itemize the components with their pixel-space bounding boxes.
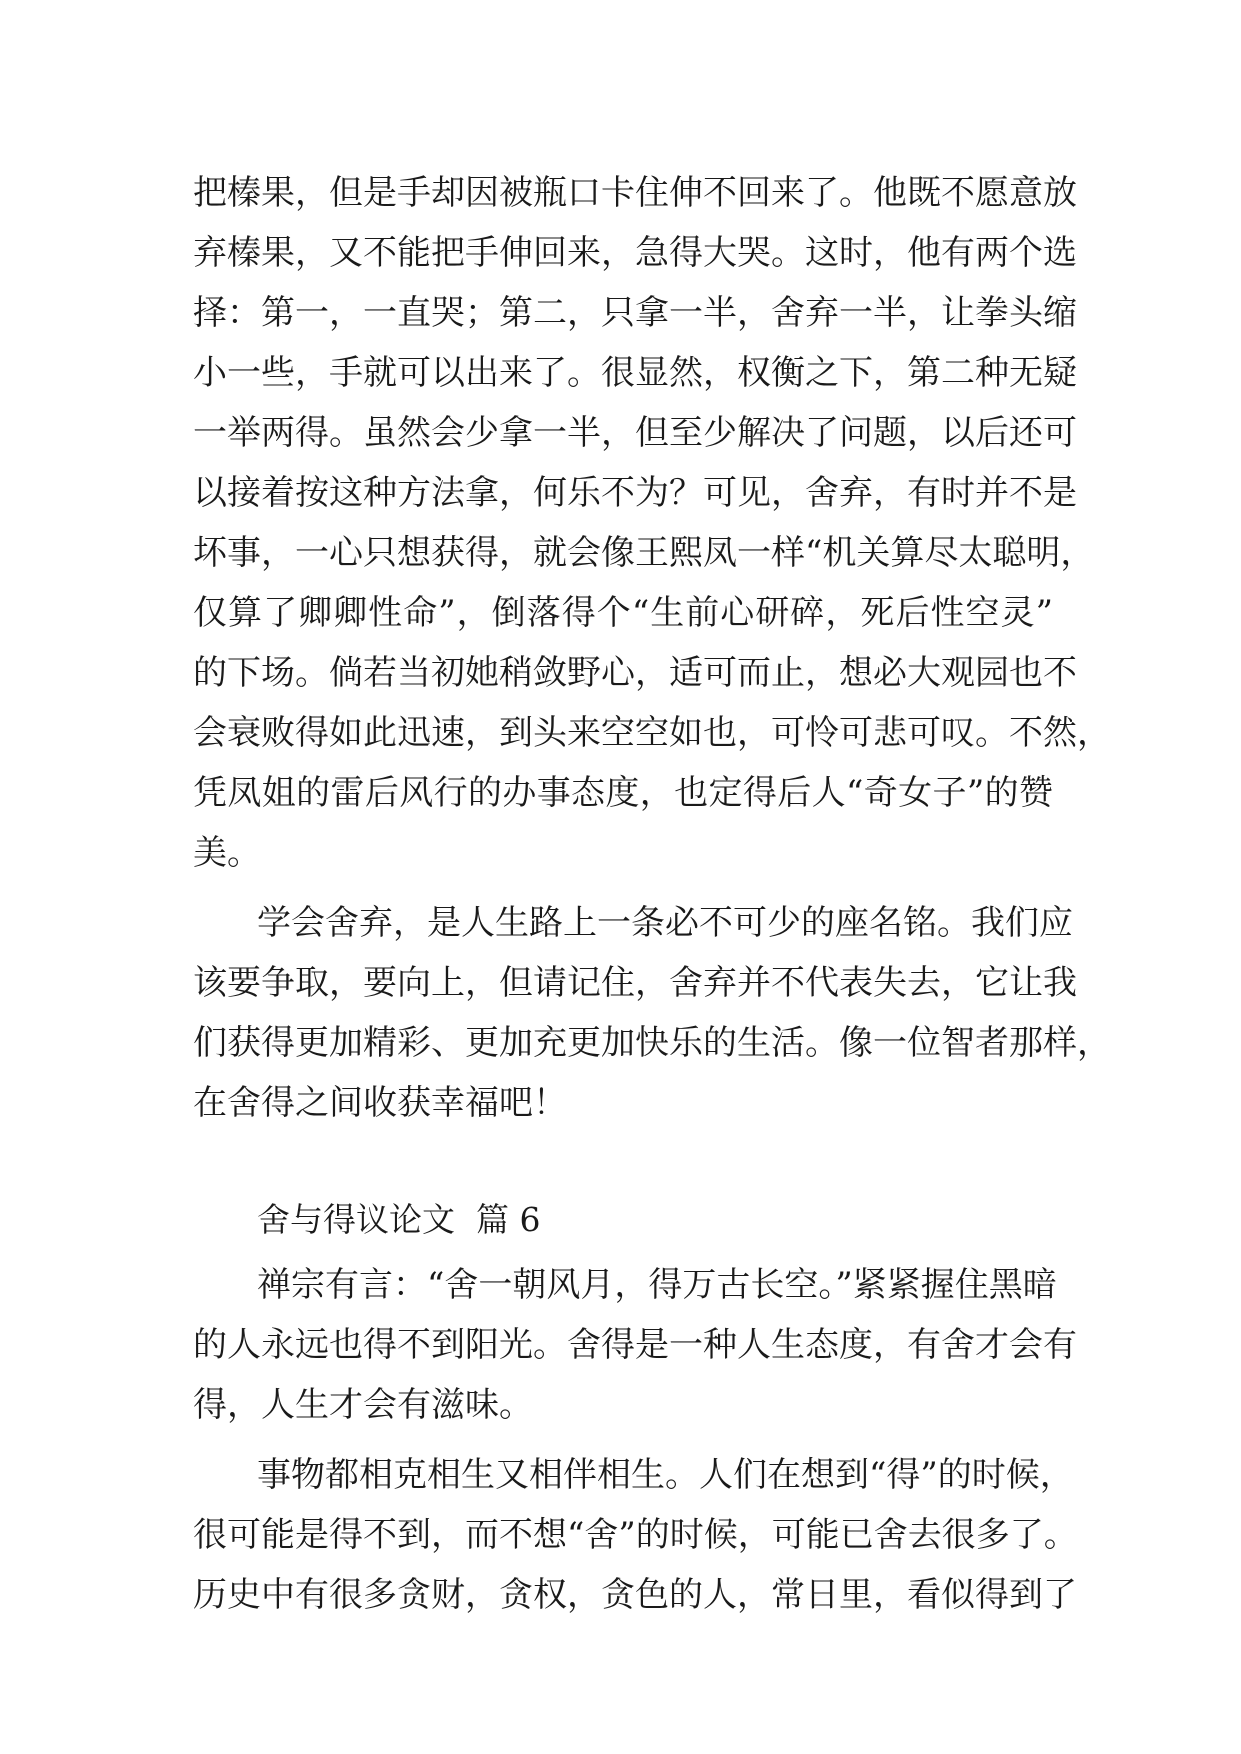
text-line: 凭凤姐的雷后风行的办事态度，也定得后人“奇女子”的赞 (193, 773, 1053, 813)
text-line: 会衰败得如此迅速，到头来空空如也，可怜可悲可叹。不然， (193, 713, 1111, 753)
text-line: 禅宗有言：“舍一朝风月，得万古长空。”紧紧握住黑暗 (257, 1265, 1057, 1305)
text-line: 们获得更加精彩、更加充更加快乐的生活。像一位智者那样， (193, 1023, 1111, 1063)
text-line: 仅算了卿卿性命”，倒落得个“生前心研碎，死后性空灵” (193, 593, 1053, 633)
text-line: 一举两得。虽然会少拿一半，但至少解决了问题，以后还可 (193, 413, 1077, 453)
text-line: 的人永远也得不到阳光。舍得是一种人生态度，有舍才会有 (193, 1325, 1077, 1365)
text-line: 在舍得之间收获幸福吧！ (193, 1083, 567, 1123)
text-line: 的下场。倘若当初她稍敛野心，适可而止，想必大观园也不 (193, 653, 1077, 693)
text-line: 弃榛果，又不能把手伸回来，急得大哭。这时，他有两个选 (193, 233, 1077, 273)
text-line: 很可能是得不到，而不想“舍”的时候，可能已舍去很多了。 (193, 1515, 1078, 1555)
text-line: 择：第一，一直哭；第二，只拿一半，舍弃一半，让拳头缩 (193, 293, 1077, 333)
text-line: 学会舍弃，是人生路上一条必不可少的座名铭。我们应 (257, 903, 1073, 943)
text-line: 历史中有很多贪财，贪权，贪色的人，常日里，看似得到了 (193, 1575, 1077, 1615)
text-line: 美。 (193, 833, 261, 873)
text-line: 小一些，手就可以出来了。很显然，权衡之下，第二种无疑 (193, 353, 1077, 393)
text-line: 该要争取，要向上，但请记住，舍弃并不代表失去，它让我 (193, 963, 1077, 1003)
text-line: 得，人生才会有滋味。 (193, 1385, 533, 1425)
text-line: 事物都相克相生又相伴相生。人们在想到“得”的时候， (257, 1455, 1074, 1495)
text-line: 以接着按这种方法拿，何乐不为？可见，舍弃，有时并不是 (193, 473, 1077, 513)
section-heading: 舍与得议论文 篇 6 (257, 1200, 541, 1239)
text-line: 把榛果，但是手却因被瓶口卡住伸不回来了。他既不愿意放 (193, 173, 1077, 213)
text-line: 坏事，一心只想获得，就会像王熙凤一样“机关算尽太聪明， (193, 533, 1095, 573)
